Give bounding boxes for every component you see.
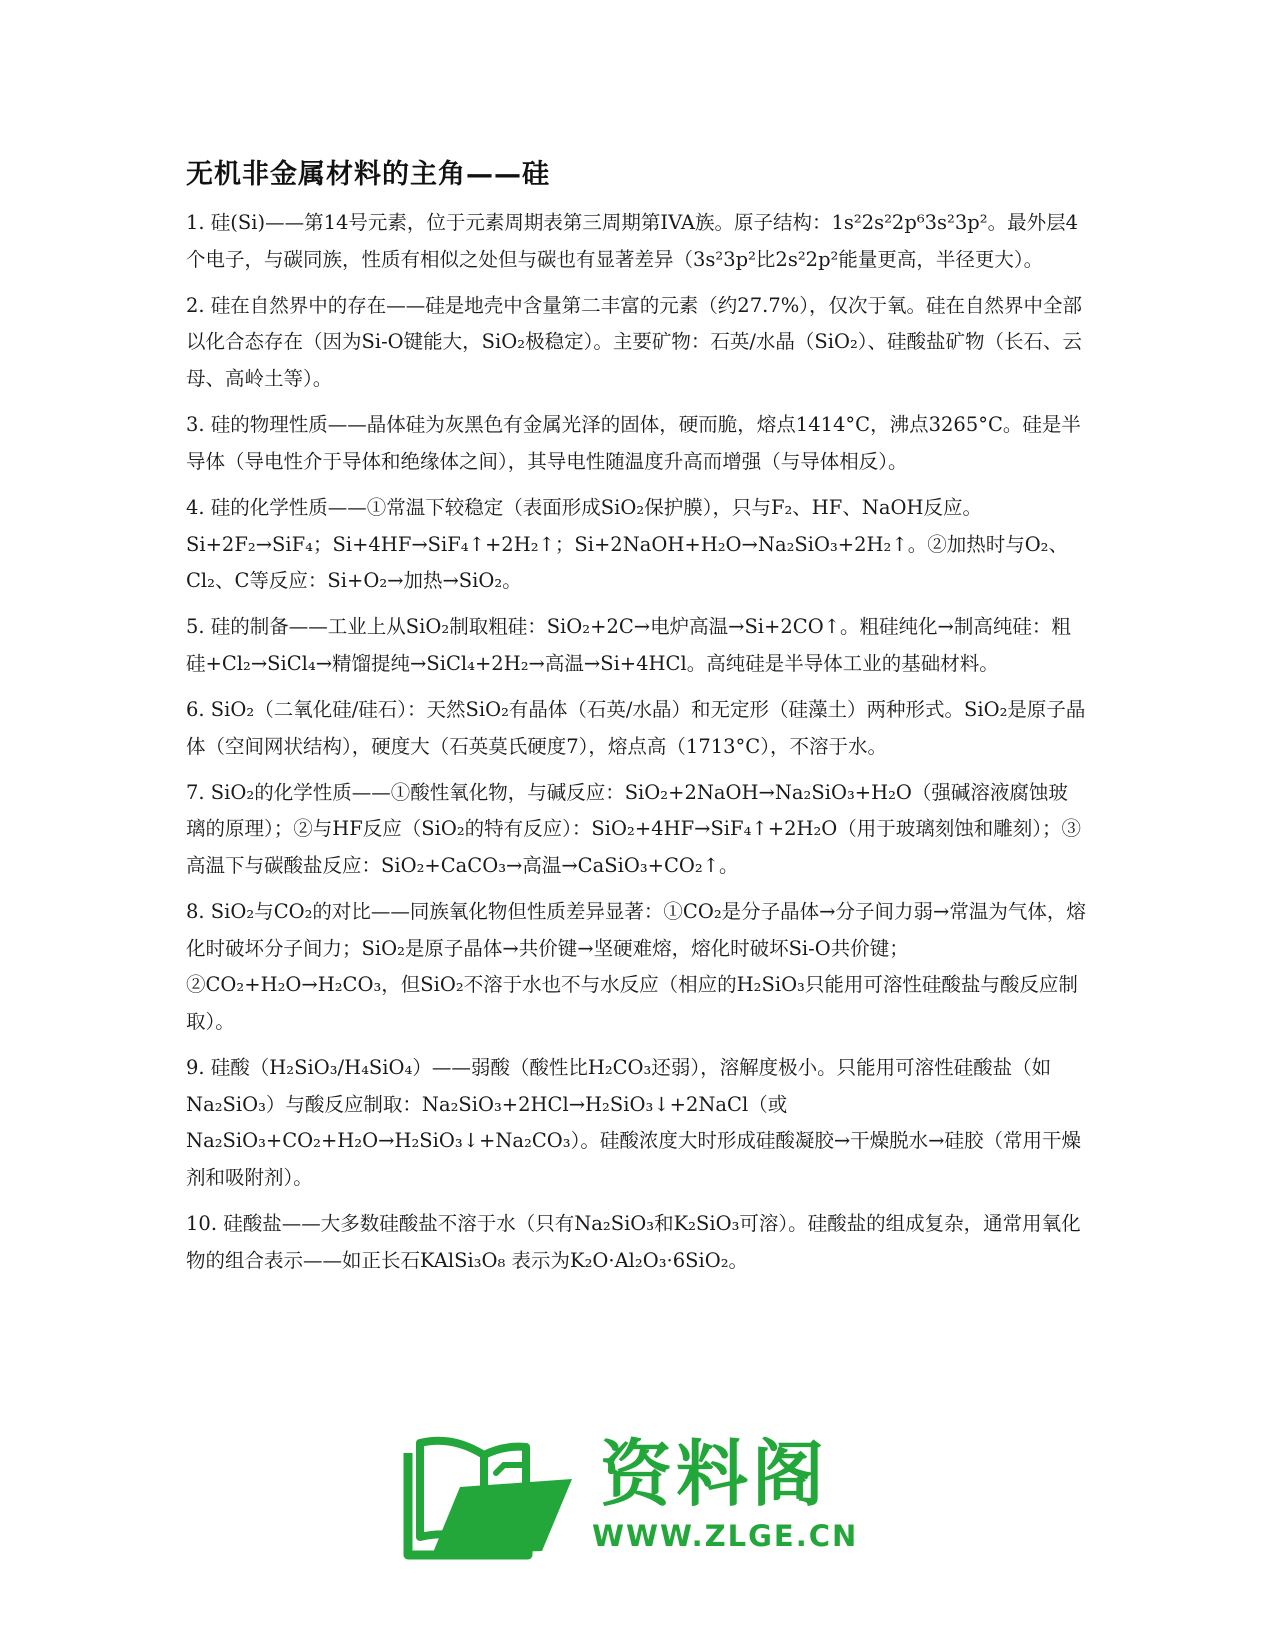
paragraph-6: 6. SiO₂（二氧化硅/硅石）：天然SiO₂有晶体（石英/水晶）和无定形（硅藻土）两种形式。SiO₂是原子晶体（空间网状结构），硬度大（石英莫氏硬度7），熔点高（1713°C），不溶于水。 (186, 698, 1086, 758)
brand-url: WWW.ZLGE.CN (592, 1519, 859, 1553)
brand-name: 资料阁 (600, 1432, 829, 1516)
open-book-folder-icon (400, 1433, 580, 1563)
paragraph-8: 8. SiO₂与CO₂的对比——同族氧化物但性质差异显著：①CO₂是分子晶体→分子间力弱→常温为气体，熔化时破坏分子间力；SiO₂是原子晶体→共价键→坚硬难熔，熔化时破坏Si-O共价键；②CO₂+H₂O→H₂CO₃，但SiO₂不溶于水也不与水反应（相应的H₂SiO₃只能用可溶性硅酸盐与酸反应制取）。 (186, 900, 1086, 1034)
document-title: 无机非金属材料的主角——硅 (186, 159, 550, 190)
paragraph-3: 3. 硅的物理性质——晶体硅为灰黑色有金属光泽的固体，硬而脆，熔点1414°C，沸点3265°C。硅是半导体（导电性介于导体和绝缘体之间），其导电性随温度升高而增强（与导体相反）。 (186, 413, 1081, 473)
paragraph-9: 9. 硅酸（H₂SiO₃/H₄SiO₄）——弱酸（酸性比H₂CO₃还弱），溶解度极小。只能用可溶性硅酸盐（如Na₂SiO₃）与酸反应制取：Na₂SiO₃+2HCl→H₂SiO₃↓+2NaCl（或Na₂SiO₃+CO₂+H₂O→H₂SiO₃↓+Na₂CO₃）。硅酸浓度大时形成硅酸凝胶→干燥脱水→硅胶（常用干燥剂和吸附剂）。 (186, 1056, 1082, 1189)
paragraph-1: 1. 硅(Si)——第14号元素，位于元素周期表第三周期第IVA族。原子结构：1s²2s²2p⁶3s²3p²。最外层4个电子，与碳同族，性质有相似之处但与碳也有显著差异（3s²3p²比2s²2p²能量更高，半径更大）。 (186, 211, 1078, 271)
paragraph-4: 4. 硅的化学性质——①常温下较稳定（表面形成SiO₂保护膜），只与F₂、HF、NaOH反应。Si+2F₂→SiF₄；Si+4HF→SiF₄↑+2H₂↑；Si+2NaOH+H₂O→Na₂SiO₃+2H₂↑。②加热时与O₂、Cl₂、C等反应：Si+O₂→加热→SiO₂。 (186, 495, 1068, 593)
paragraph-2: 2. 硅在自然界中的存在——硅是地壳中含量第二丰富的元素（约27.7%），仅次于氧。硅在自然界中全部以化合态存在（因为Si-O键能大，SiO₂极稳定）。主要矿物：石英/水晶（SiO₂）、硅酸盐矿物（长石、云母、高岭土等）。 (186, 293, 1083, 390)
document-body (186, 205, 1086, 1289)
paragraph-10: 10. 硅酸盐——大多数硅酸盐不溶于水（只有Na₂SiO₃和K₂SiO₃可溶）。硅酸盐的组成复杂，通常用氧化物的组合表示——如正长石KAlSi₃O₈ 表示为K₂O·Al₂O₃·6SiO₂。 (186, 1212, 1081, 1272)
paragraph-7: 7. SiO₂的化学性质——①酸性氧化物，与碱反应：SiO₂+2NaOH→Na₂SiO₃+H₂O（强碱溶液腐蚀玻璃的原理）；②与HF反应（SiO₂的特有反应）：SiO₂+4HF→SiF₄↑+2H₂O（用于玻璃刻蚀和雕刻）；③高温下与碳酸盐反应：SiO₂+CaCO₃→高温→CaSiO₃+CO₂↑。 (186, 780, 1082, 878)
paragraph-5: 5. 硅的制备——工业上从SiO₂制取粗硅：SiO₂+2C→电炉高温→Si+2CO↑。粗硅纯化→制高纯硅：粗硅+Cl₂→SiCl₄→精馏提纯→SiCl₄+2H₂→高温→Si+4HCl。高纯硅是半导体工业的基础材料。 (186, 615, 1071, 675)
site-logo (400, 1433, 880, 1563)
